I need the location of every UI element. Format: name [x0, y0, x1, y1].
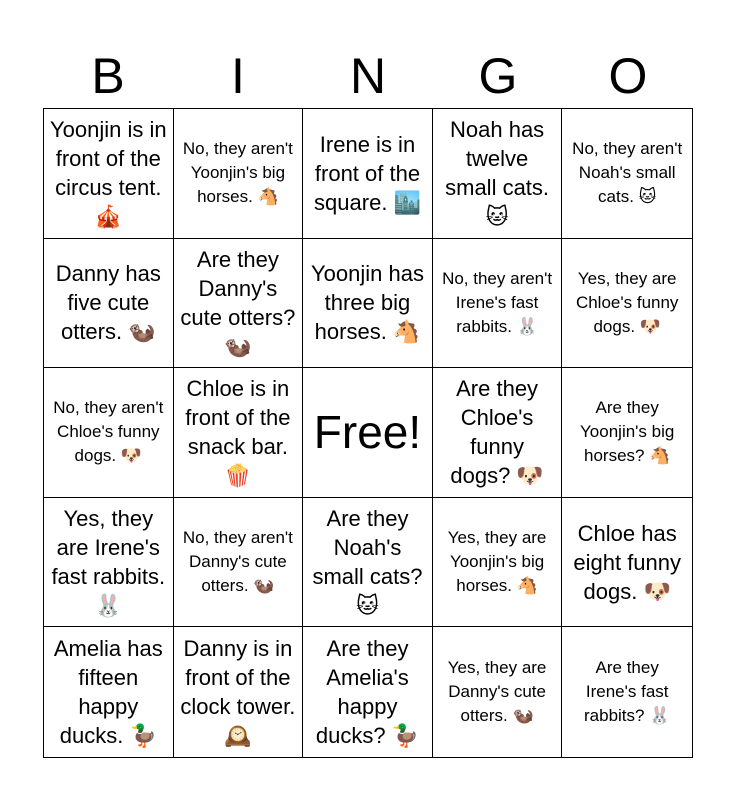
bingo-cell[interactable] [44, 109, 174, 239]
cell-text: Are they Irene's fast rabbits? 🐰 [584, 658, 671, 726]
cell-text: Yes, they are Yoonjin's big horses. 🐴 [447, 528, 547, 596]
bingo-cell[interactable] [433, 239, 563, 369]
bingo-cell[interactable] [44, 627, 174, 757]
header-letter-n: N [349, 48, 387, 104]
header-letter-i: I [231, 48, 245, 104]
header-letter-b: B [91, 48, 125, 104]
bingo-cell[interactable] [433, 368, 563, 498]
free-space-cell[interactable] [303, 368, 433, 498]
cell-text: No, they aren't Chloe's funny dogs. 🐶 [53, 398, 164, 466]
bingo-cell[interactable] [562, 368, 692, 498]
cell-text: Irene is in front of the square. 🏙️ [314, 131, 421, 215]
header-letter-o: O [608, 48, 648, 104]
cell-text: Chloe has eight funny dogs. 🐶 [573, 520, 682, 604]
cell-text: Yes, they are Irene's fast rabbits. 🐰 [51, 506, 166, 619]
bingo-cell[interactable] [174, 109, 304, 239]
bingo-cell[interactable] [562, 109, 692, 239]
bingo-header [43, 44, 693, 108]
bingo-cell[interactable] [174, 627, 304, 757]
cell-text: Yes, they are Chloe's funny dogs. 🐶 [575, 268, 679, 336]
bingo-cell[interactable] [562, 627, 692, 757]
cell-text: Chloe is in front of the snack bar. 🍿 [185, 376, 291, 489]
cell-text: Are they Chloe's funny dogs? 🐶 [450, 376, 544, 489]
bingo-cell[interactable] [303, 498, 433, 628]
cell-text: No, they aren't Irene's fast rabbits. 🐰 [442, 268, 553, 336]
header-letter-g: G [478, 48, 518, 104]
cell-text: No, they aren't Noah's small cats. 🐱 [572, 139, 683, 207]
bingo-cell[interactable] [174, 498, 304, 628]
cell-text: Are they Yoonjin's big horses? 🐴 [580, 398, 675, 466]
bingo-cell[interactable] [562, 239, 692, 369]
bingo-cell[interactable] [303, 627, 433, 757]
cell-text: Yes, they are Danny's cute otters. 🦦 [447, 658, 547, 726]
cell-text: No, they aren't Danny's cute otters. 🦦 [182, 528, 293, 596]
bingo-cell[interactable] [174, 368, 304, 498]
bingo-cell[interactable] [433, 109, 563, 239]
cell-text: Yoonjin has three big horses. 🐴 [311, 261, 424, 345]
free-space-text: Free! [313, 406, 422, 459]
cell-text: Danny is in front of the clock tower. 🕰️ [180, 636, 296, 749]
bingo-cell[interactable] [303, 109, 433, 239]
cell-text: Are they Noah's small cats? 🐱 [312, 506, 423, 619]
bingo-cell[interactable] [433, 498, 563, 628]
bingo-cell[interactable] [44, 498, 174, 628]
cell-text: Amelia has fifteen happy ducks. 🦆 [53, 636, 163, 749]
cell-text: Are they Amelia's happy ducks? 🦆 [315, 636, 420, 749]
bingo-cell[interactable] [44, 368, 174, 498]
cell-text: Danny has five cute otters. 🦦 [55, 261, 161, 345]
bingo-board [43, 108, 693, 758]
bingo-cell[interactable] [174, 239, 304, 369]
bingo-cell[interactable] [433, 627, 563, 757]
cell-text: Noah has twelve small cats. 🐱 [445, 117, 550, 230]
cell-text: Yoonjin is in front of the circus tent. 🎪 [50, 117, 167, 230]
bingo-cell[interactable] [562, 498, 692, 628]
bingo-cell[interactable] [44, 239, 174, 369]
cell-text: No, they aren't Yoonjin's big horses. 🐴 [182, 139, 293, 207]
bingo-cell[interactable] [303, 239, 433, 369]
cell-text: Are they Danny's cute otters? 🦦 [180, 246, 296, 359]
